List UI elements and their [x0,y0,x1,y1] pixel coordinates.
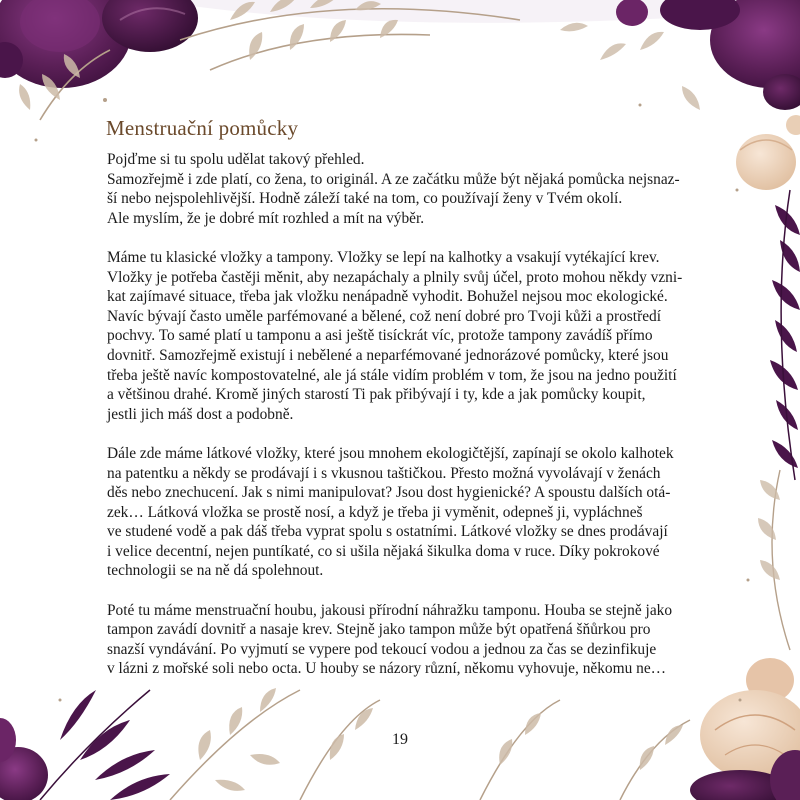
text-line: Dále zde máme látkové vložky, které jsou mnohem ekologičtější, zapínají se okolo kalhotek [107,444,674,462]
paragraph [107,444,707,581]
text-line: jestli jich máš dost a podobně. [107,405,294,423]
text-line: v lázni z mořské soli nebo octa. U houby se názory různí, někomu vyhovuje, někomu ne… [107,660,667,678]
text-line: pochvy. To samé platí u tamponu a asi ještě tisíckrát víc, protože tampony zavádíš přímo [107,327,653,345]
text-line: a většinou drahé. Kromě jiných starostí Ti pak přibývají i ty, kde a jak pomůcky koupit, [107,386,646,404]
text-line: Pojďme si tu spolu udělat takový přehled. [107,151,365,168]
right-lower-leaf-shapes [758,480,780,580]
text-line: technologii se na ně dá spolehnout. [107,562,324,580]
right-purple-fronds [770,205,800,468]
text-line: Vložky je potřeba častěji měnit, aby nezapáchaly a plnily svůj účel, proto mohou někdy vzni- [107,268,683,286]
page-number: 19 [392,731,408,748]
text-line: tampon zavádí dovnitř a nasaje krev. Stejně jako tampon může být opatřená šňůrkou pro [107,621,651,639]
top-left-flower-cluster [0,0,198,88]
text-line: i velice decentní, nejen puntíkaté, co si ušila nějaká šikulka doma v ruce. Díky pokrokové [107,542,660,560]
text-line: třeba ještě navíc kompostovatelné, ale já stále vidím problém v tom, že jsou na jedno použití [107,366,677,384]
text-line: Samozřejmě i zde platí, co žena, to originál. A ze začátku může být nějaká pomůcka nejsnaz- [107,170,680,188]
text-line: Navíc bývají často uměle parfémované a bělené, což není dobré pro Tvoji kůži a prostředí [107,307,661,325]
body-text [107,150,707,679]
top-right-flower-cluster [616,0,800,110]
text-line: Ale myslím, že je dobré mít rozhled a mít na výběr. [107,209,425,227]
text-line: dovnitř. Samozřejmě existují i nebělené a neparfémované jednorázové pomůcky, které jsou [107,346,669,364]
text-line: Poté tu máme menstruační houbu, jakousi přírodní náhražku tamponu. Houba se stejně jako [107,601,673,619]
text-line: na patentku a někdy se prodávají i s vkusnou taštičkou. Přesto možná vyvolávají v ženách [107,464,661,482]
section-heading: Menstruační pomůcky [106,116,299,140]
text-line: ší nebo nejspolehlivější. Hodně záleží také na tom, co používají ženy v Tvém okolí. [107,190,623,208]
top-right-leaves [560,23,700,110]
paragraph [107,601,707,679]
right-beige-flower [736,115,800,190]
bottom-right-flower-cluster [690,658,800,800]
paragraph [107,248,707,424]
text-line: snazší vyndávání. Po vyjmutí se vypere pod tekoucí vodou a jednou za čas se dezinfikuje [107,640,657,658]
text-line: zek… Látková vložka se prostě nosí, a když je třeba ji vyměnit, odepneš ji, vypláchneš [107,503,643,521]
text-line: děs nebo znechucení. Jak s nimi manipulovat? Jsou dost hygienické? A spoustu dalších otá- [107,484,671,502]
paragraph [107,150,707,228]
text-line: kat zajímavé situace, třeba jak vložku nenápadně vyhodit. Bohužel nejsou moc ekologické. [107,288,668,306]
text-line: Máme tu klasické vložky a tampony. Vložky se lepí na kalhotky a vsakují vytékající krev. [107,248,660,266]
text-line: ve studené vodě a pak dáš třeba vyprat spolu s ostatními. Látkové vložky se dnes prodávají [107,523,668,541]
